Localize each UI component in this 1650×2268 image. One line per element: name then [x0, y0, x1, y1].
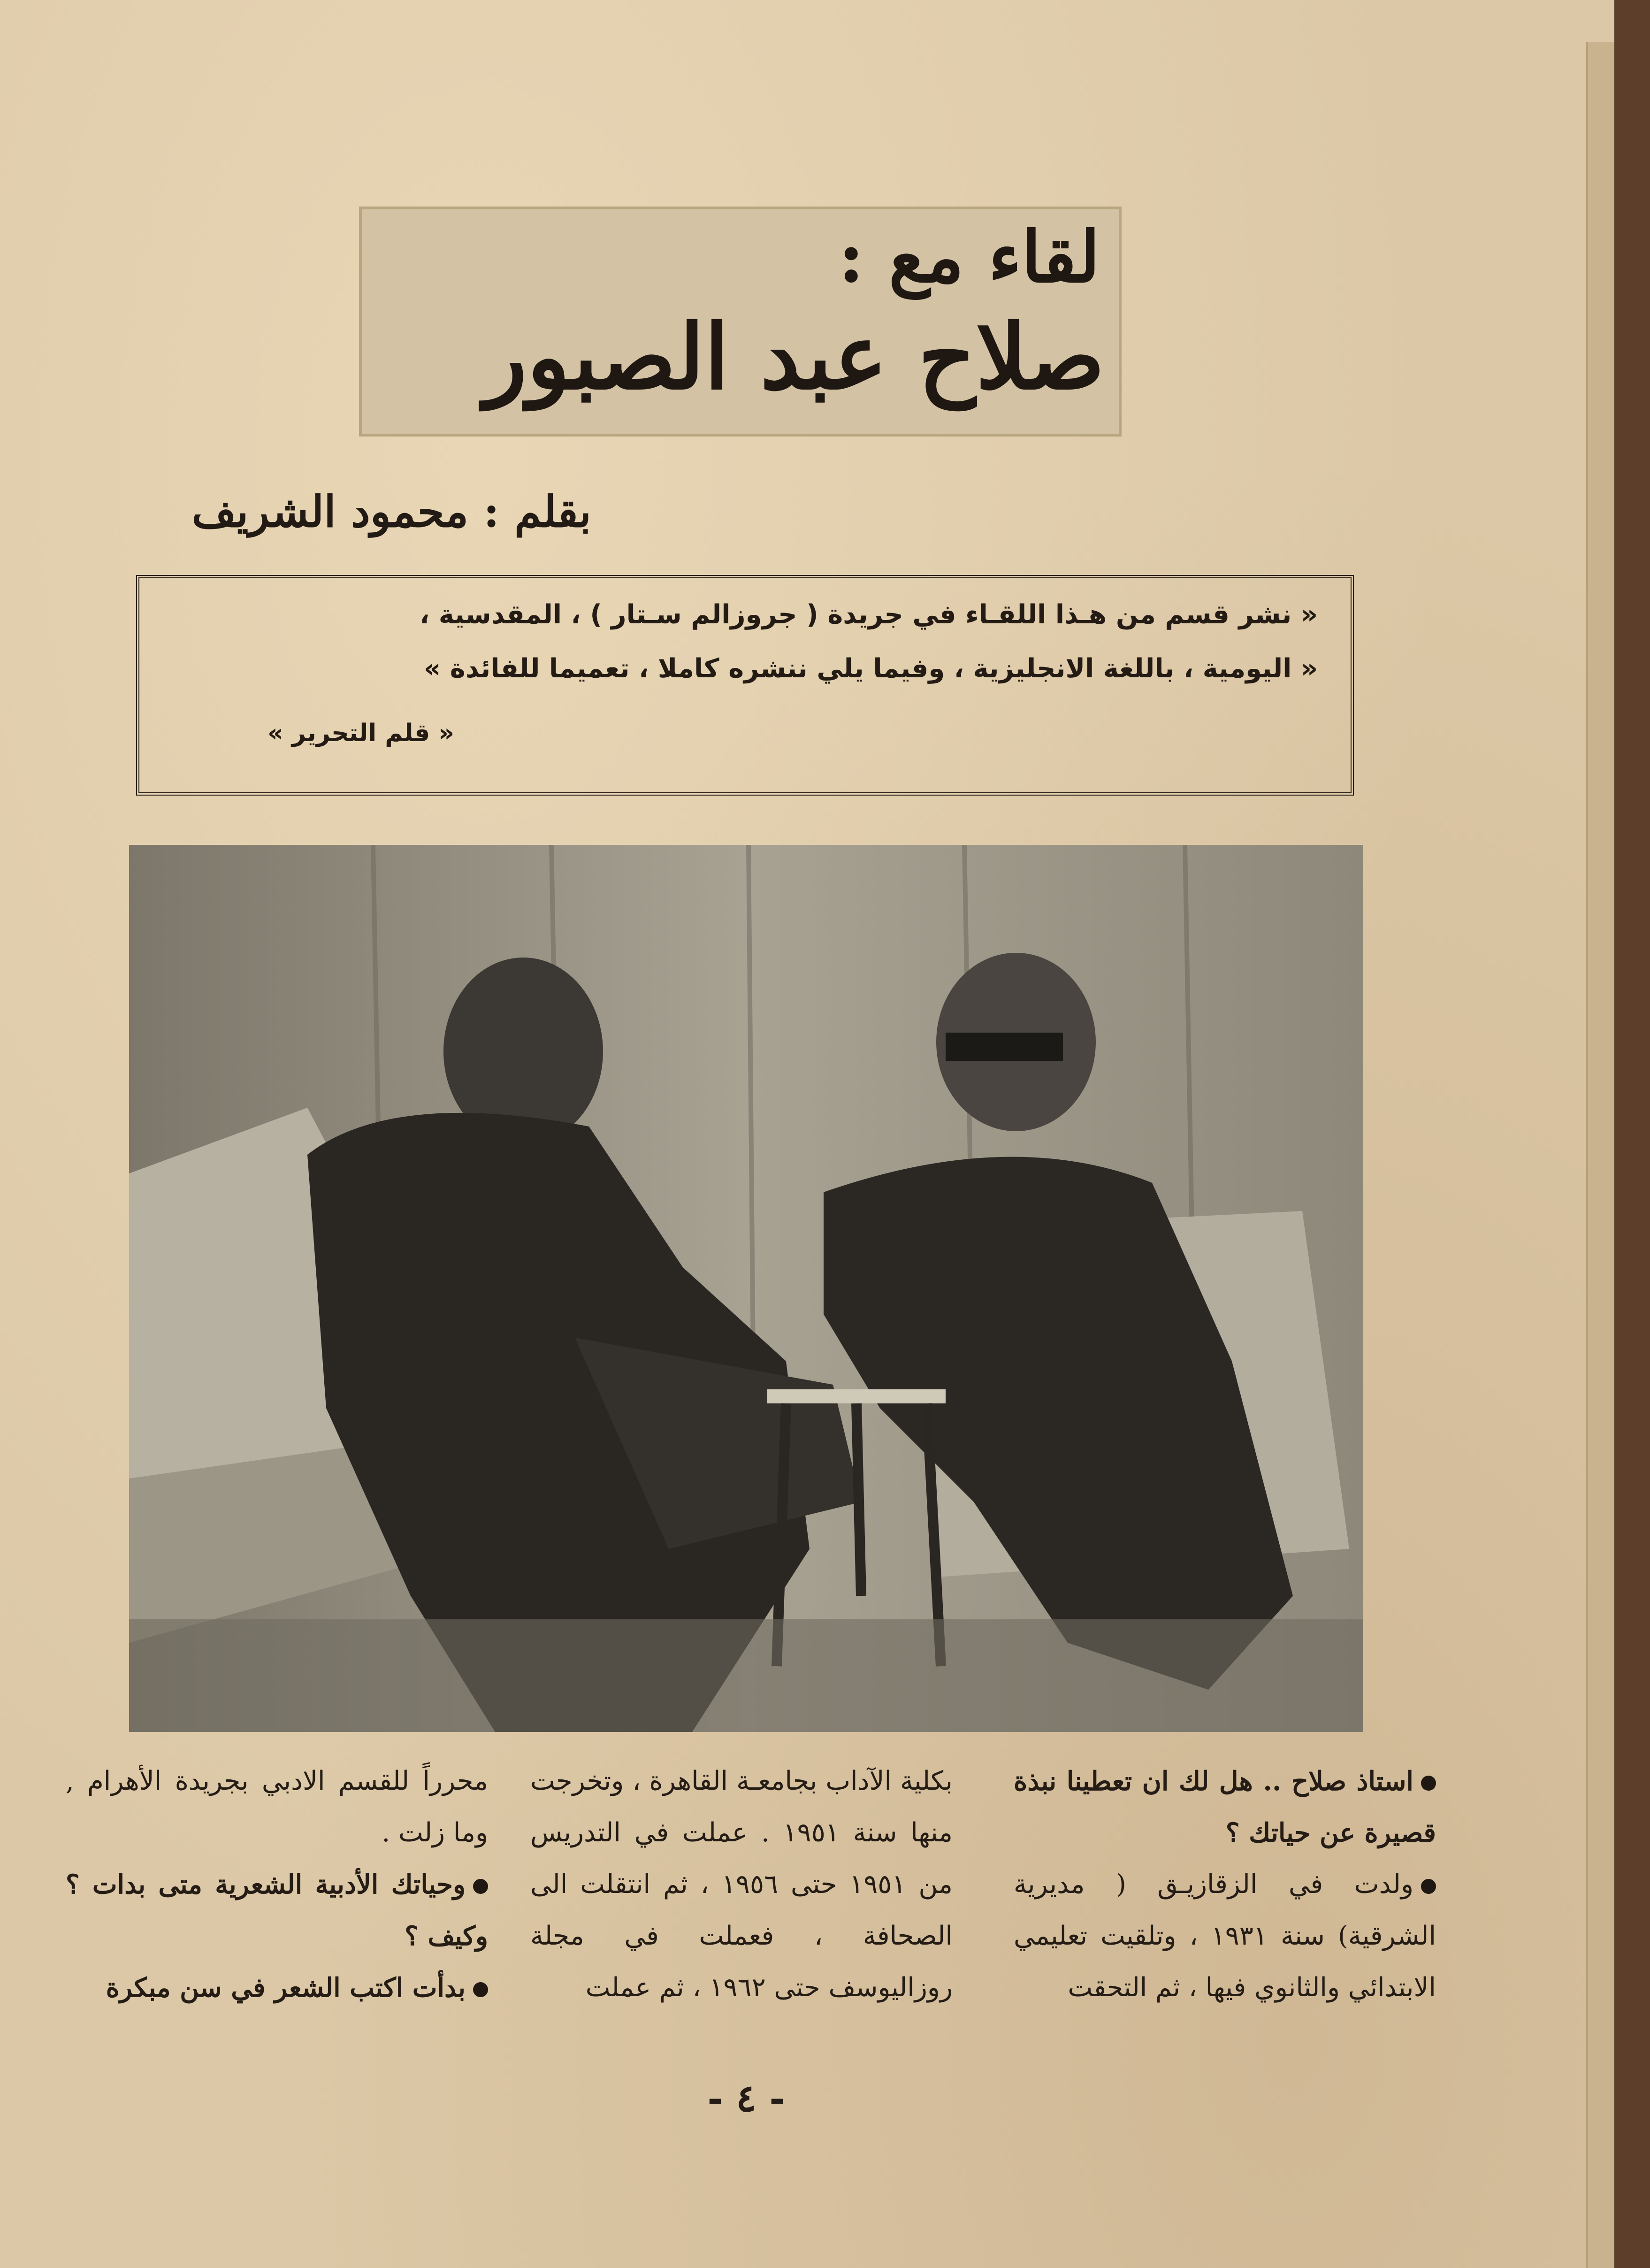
interview-photo — [129, 845, 1363, 1732]
column-3-text: محرراً للقسم الادبي بجريدة الأهرام , وما زلت . — [66, 1766, 488, 1848]
article-column-3 — [66, 1755, 488, 2075]
title-line-2: صلاح عبد الصبور — [484, 305, 1105, 409]
editor-note-line-2: « اليومية ، باللغة الانجليزية ، وفيما يلي ننشره كاملا ، تعميما للفائدة » — [424, 653, 1318, 684]
interview-photo-image — [129, 845, 1363, 1732]
bullet-icon — [1421, 1879, 1436, 1894]
bullet-icon — [473, 1982, 488, 1997]
article-column-2 — [530, 1755, 953, 2075]
editor-note-line-1: « نشر قسم من هـذا اللقـاء في جريدة ( جروزالم سـتار ) ، المقدسية ، — [419, 599, 1318, 630]
editor-note-signature: « قلم التحرير » — [267, 719, 454, 747]
question-2: وحياتك الأدبية الشعرية متى بدات ؟ وكيف ؟ — [66, 1869, 488, 1952]
article-column-1 — [1014, 1755, 1436, 2075]
title-line-1: لقاء مع : — [838, 216, 1100, 299]
answer-2: بدأت اكتب الشعر في سن مبكرة — [106, 1972, 466, 2003]
bullet-icon — [473, 1879, 488, 1894]
column-2-text: بكلية الآداب بجامعـة القاهرة ، وتخرجت منها سنة ١٩٥١ . عملت في التدريس من ١٩٥١ حتى ١٩٥٦ ، ثم انتقلت الى الصحافة ، فعملت في مجلة روزاليوسف حتى ١٩٦٢ ، ثم عملت — [530, 1766, 953, 2003]
editor-note-box — [136, 575, 1354, 796]
bullet-icon — [1421, 1776, 1436, 1791]
scan-background-strip — [1614, 0, 1650, 2268]
question-1: استاذ صلاح .. هل لك ان تعطينا نبذة قصيرة عن حياتك ؟ — [1014, 1766, 1436, 1848]
byline: بقلم : محمود الشريف — [191, 486, 591, 537]
answer-1: ولدت في الزقازيـق ( مديرية الشرقية) سنة ١٩٣١ ، وتلقيت تعليمي الابتدائي والثانوي فيها ، ثم التحقت — [1014, 1869, 1436, 2003]
page-number: - ٤ - — [707, 2076, 785, 2120]
title-block — [359, 207, 1122, 437]
